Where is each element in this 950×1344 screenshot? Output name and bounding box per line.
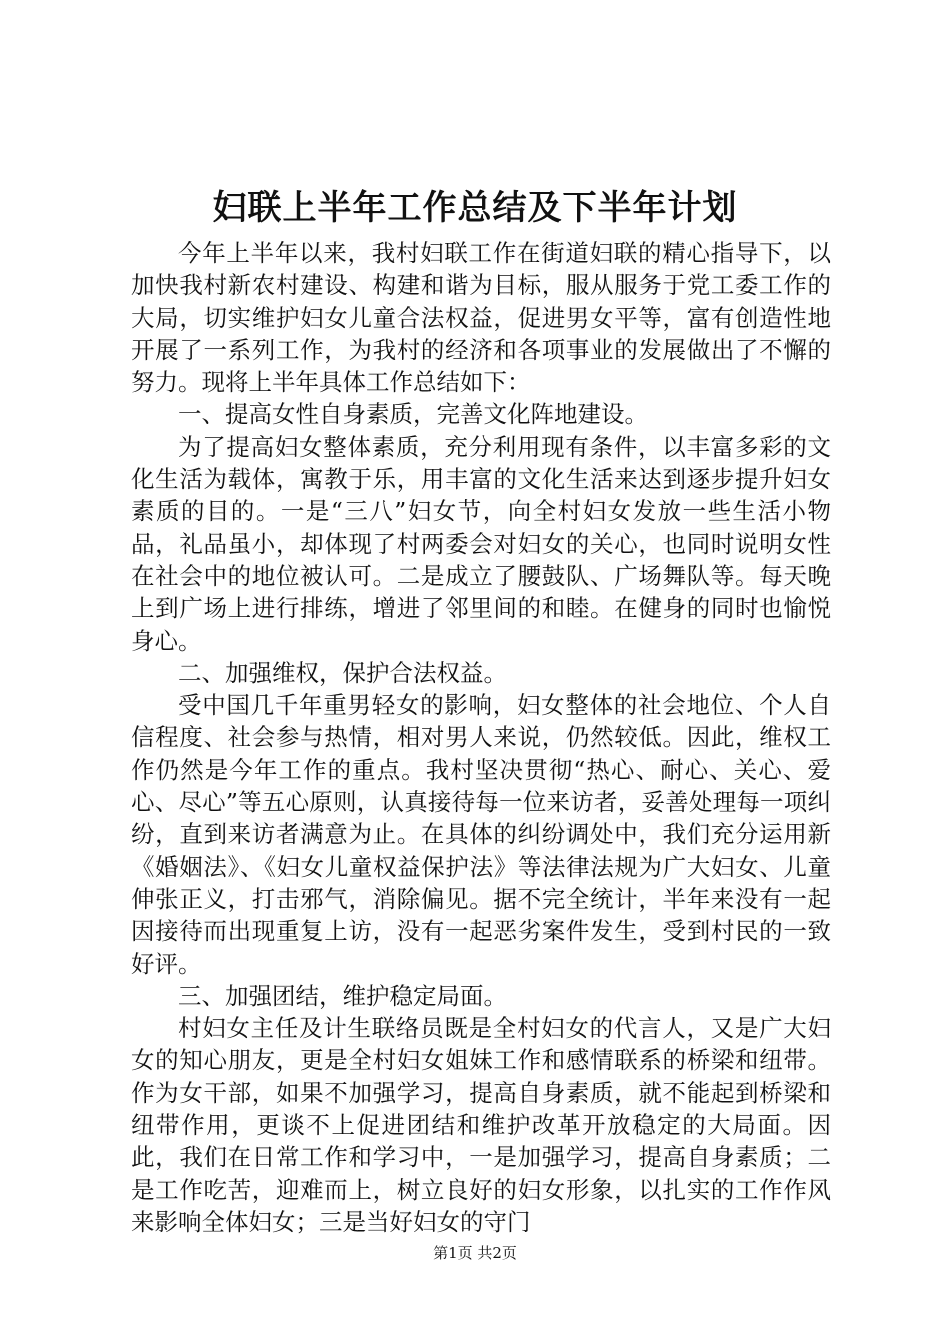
paragraph-section-3: 村妇女主任及计生联络员既是全村妇女的代言人，又是广大妇女的知心朋友，更是全村妇女姐妹工作和感情联系的桥梁和纽带。作为女干部，如果不加强学习，提高自身素质，就不能起到桥梁和纽带作用，更谈不上促进团结和维护改革开放稳定的大局面。因此，我们在日常工作和学习中，一是加强学习，提高自身素质；二是工作吃苦，迎难而上，树立良好的妇女形象，以扎实的工作作风来影响全体妇女；三是当好妇女的守门 <box>131 1014 831 1236</box>
page-number-footer: 第1页 共2页 <box>433 1244 517 1262</box>
paragraph-intro: 今年上半年以来，我村妇联工作在街道妇联的精心指导下，以加快我村新农村建设、构建和谐为目标，服从服务于党工委工作的大局，切实维护妇女儿童合法权益，促进男女平等，富有创造性地开展了一系列工作，为我村的经济和各项事业的发展做出了不懈的努力。现将上半年具体工作总结如下： <box>131 239 831 397</box>
paragraph-section-1: 为了提高妇女整体素质，充分利用现有条件，以丰富多彩的文化生活为载体，寓教于乐，用丰富的文化生活来达到逐步提升妇女素质的目的。一是“三八”妇女节，向全村妇女发放一些生活小物品，礼品虽小，却体现了村两委会对妇女的关心，也同时说明女性在社会中的地位被认可。二是成立了腰鼓队、广场舞队等。每天晚上到广场上进行排练，增进了邻里间的和睦。在健身的同时也愉悦身心。 <box>131 432 831 655</box>
document-title: 妇联上半年工作总结及下半年计划 <box>212 188 738 228</box>
section-heading-2: 二、加强维权，保护合法权益。 <box>178 658 507 687</box>
section-heading-1: 一、提高女性自身素质，完善文化阵地建设。 <box>178 400 648 429</box>
document-body <box>131 237 831 1238</box>
paragraph-section-2: 受中国几千年重男轻女的影响，妇女整体的社会地位、个人自信程度、社会参与热情，相对男人来说，仍然较低。因此，维权工作仍然是今年工作的重点。我村坚决贯彻“热心、耐心、关心、爱心、尽心”等五心原则，认真接待每一位来访者，妥善处理每一项纠纷，直到来访者满意为止。在具体的纠纷调处中，我们充分运用新《婚姻法》、《妇女儿童权益保护法》等法律法规为广大妇女、儿童伸张正义，打击邪气，消除偏见。据不完全统计，半年来没有一起因接待而出现重复上访，没有一起恶劣案件发生，受到村民的一致好评。 <box>131 691 831 978</box>
section-heading-3: 三、加强团结，维护稳定局面。 <box>178 981 507 1010</box>
